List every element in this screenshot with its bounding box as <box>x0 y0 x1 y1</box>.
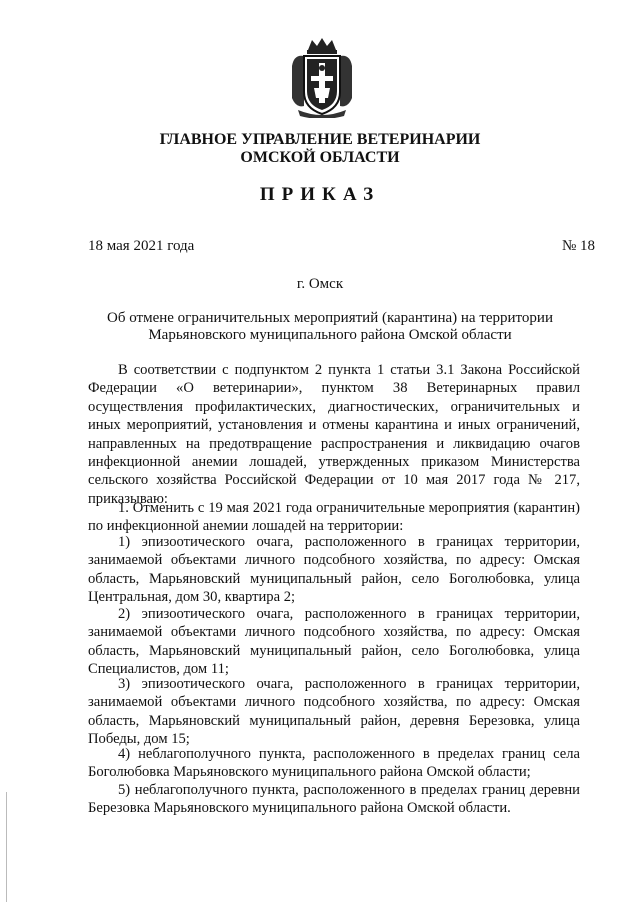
body-paragraph-subitem-5 <box>88 781 580 818</box>
subject-line2: Марьяновского муниципального района Омской области <box>148 327 512 343</box>
paragraph-text: В соответствии с подпунктом 2 пункта 1 статьи 3.1 Закона Российской Федерации «О ветеринарии», пунктом 38 Ветеринарных правил осуществления профилактических, диагностических, ограничительных и иных мероприятий, установления и отмены карантина и иных ограничений, направленных на предотвращение распространения и ликвидацию очагов инфекционной анемии лошадей, утвержденных приказом Министерства сельского хозяйства Российской Федерации от 10 мая 2017 года № 217, приказываю: <box>88 362 580 507</box>
paragraph-text: 3) эпизоотического очага, расположенного в границах территории, занимаемой объектами личного подсобного хозяйства, по адресу: Омская область, Марьяновский муниципальный район, деревня Березовка, улица Победы, дом 15; <box>88 676 580 748</box>
paragraph-text: 5) неблагополучного пункта, расположенного в пределах границ деревни Березовка Марьяновского муниципального района Омской области. <box>88 782 580 817</box>
document-date: 18 мая 2021 года <box>88 238 195 254</box>
paragraph-text: 4) неблагополучного пункта, расположенного в пределах границ села Боголюбовка Марьяновского муниципального района Омской области; <box>88 746 580 781</box>
scan-edge-mark <box>6 792 7 902</box>
body-paragraph-subitem-1 <box>88 533 580 607</box>
document-number: № 18 <box>561 238 595 254</box>
organization-name-line2: ОМСКОЙ ОБЛАСТИ <box>240 149 400 166</box>
paragraph-text: 1. Отменить с 19 мая 2021 года ограничительные мероприятия (карантин) по инфекционной анемии лошадей на территории: <box>88 500 580 535</box>
organization-name-line1: ГЛАВНОЕ УПРАВЛЕНИЕ ВЕТЕРИНАРИИ <box>159 131 481 148</box>
coat-of-arms-emblem <box>288 36 356 118</box>
paragraph-text: 1) эпизоотического очага, расположенного в границах территории, занимаемой объектами личного подсобного хозяйства, по адресу: Омская область, Марьяновский муниципальный район, село Боголюбовка, улица Центральная, дом 30, квартира 2; <box>88 534 580 606</box>
paragraph-text: 2) эпизоотического очага, расположенного в границах территории, занимаемой объектами личного подсобного хозяйства, по адресу: Омская область, Марьяновский муниципальный район, село Боголюбовка, улица Специалистов, дом 11; <box>88 606 580 678</box>
body-paragraph-subitem-3 <box>88 675 580 749</box>
body-paragraph-item-1 <box>88 499 580 536</box>
document-type-title: ПРИКАЗ <box>259 184 381 205</box>
body-paragraph-subitem-4 <box>88 745 580 782</box>
body-paragraph-subitem-2 <box>88 605 580 679</box>
body-paragraph-preamble <box>88 361 580 508</box>
document-city: г. Омск <box>296 276 344 292</box>
subject-line1: Об отмене ограничительных мероприятий (карантина) на территории <box>107 310 553 326</box>
